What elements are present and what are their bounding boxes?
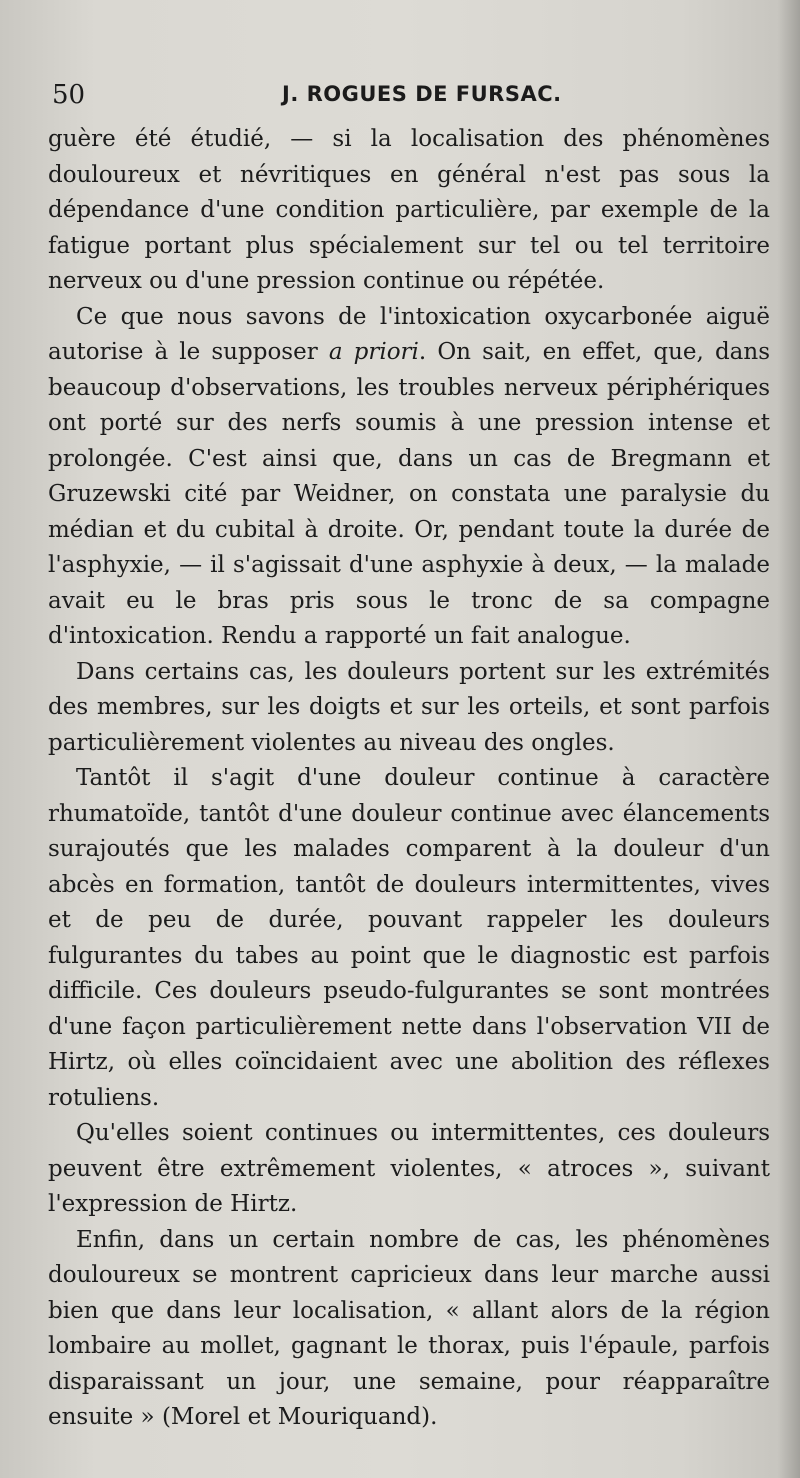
- paragraph-5: Qu'elles soient continues ou intermittentes, ces douleurs peuvent être extrêmement violentes, « atroces », suivant l'expression de Hirtz.: [48, 1120, 770, 1217]
- paragraph-2-end: . On sait, en effet, que, dans beaucoup d'observations, les troubles nerveux périphériques ont porté sur des nerfs soumis à une pression intense et prolongée. C'est ainsi que, dans un cas de Bregmann et Gruzewski cité par Weidner, on constata une paralysie du médian et du cubital à droite. Or, pendant toute la durée de l'asphyxie, — il s'agissait d'une asphyxie à deux, — la malade avait eu le bras pris sous le tronc de sa compagne d'intoxication. Rendu a rapporté un fait analogue.: [48, 339, 771, 649]
- running-head: J. ROGUES DE FURSAC.: [282, 82, 562, 106]
- page-number: 50: [52, 80, 86, 110]
- page-gutter-shadow: [778, 0, 800, 1478]
- paragraph-2: [48, 300, 770, 655]
- paragraph-4: Tantôt il s'agit d'une douleur continue à caractère rhumatoïde, tantôt d'une douleur continue avec élancements surajoutés que les malades comparent à la douleur d'un abcès en formation, tantôt de douleurs intermittentes, vives et de peu de durée, pouvant rappeler les douleurs fulgurantes du tabes au point que le diagnostic est parfois difficile. Ces douleurs pseudo-fulgurantes se sont montrées d'une façon particulièrement nette dans l'observation VII de Hirtz, où elles coïncidaient avec une abolition des réflexes rotuliens.: [48, 765, 770, 1111]
- italic-a-priori: a priori: [328, 339, 419, 365]
- paragraph-2-start: Ce que nous savons de l'intoxication oxycarbonée aiguë autorise à le supposer: [48, 303, 770, 365]
- body-text: [48, 122, 770, 1436]
- paragraph-6: Enfin, dans un certain nombre de cas, les phénomènes douloureux se montrent capricieux dans leur marche aussi bien que dans leur localisation, « allant alors de la région lombaire au mollet, gagnant le thorax, puis l'épaule, parfois disparaissant un jour, une semaine, pour réapparaître ensuite » (Morel et Mouriquand).: [48, 1226, 770, 1430]
- paragraph-3: Dans certains cas, les douleurs portent sur les extrémités des membres, sur les doigts et sur les orteils, et sont parfois particulièrement violentes au niveau des ongles.: [48, 658, 770, 756]
- paragraph-1: guère été étudié, — si la localisation des phénomènes douloureux et névritiques en général n'est pas sous la dépendance d'une condition particulière, par exemple de la fatigue portant plus spécialement sur tel ou tel territoire nerveux ou d'une pression continue ou répétée.: [48, 126, 770, 294]
- page-header: [52, 80, 762, 116]
